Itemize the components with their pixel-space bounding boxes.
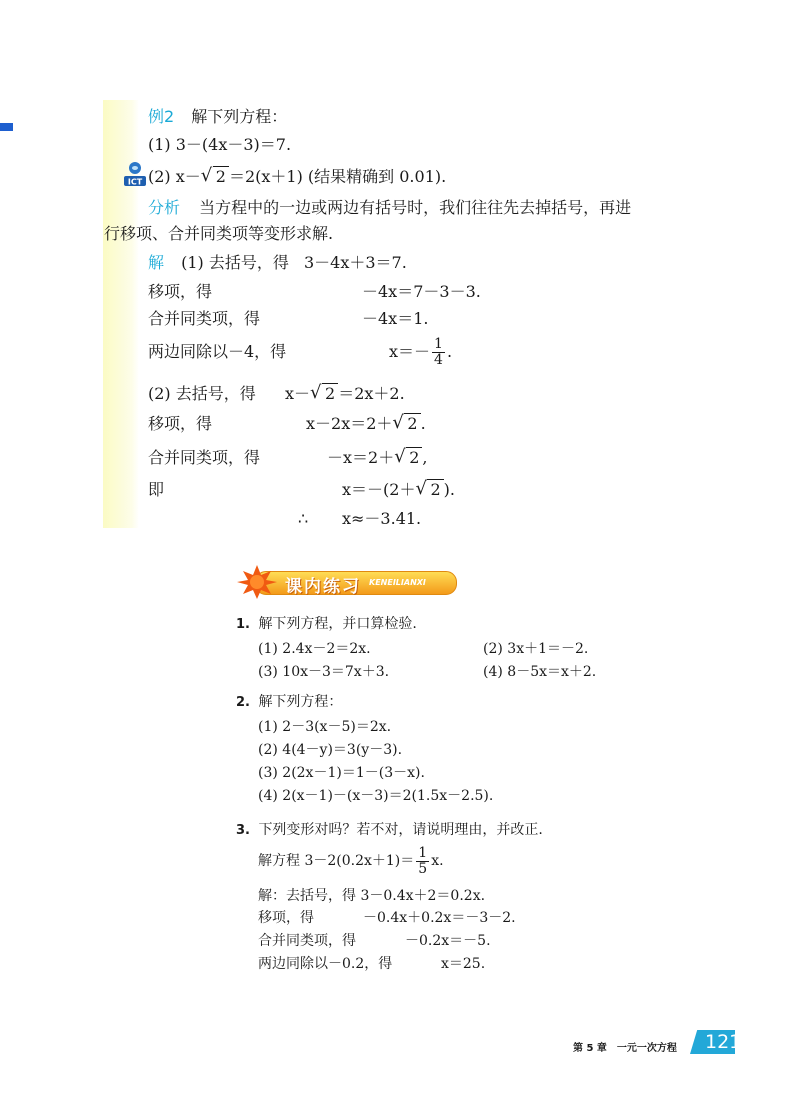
footer-chapter: 第 5 章 一元一次方程 xyxy=(573,1043,677,1054)
exercise-1-heading xyxy=(236,615,417,634)
exercise-3-line-2-right: －0.4x＋0.2x＝－3－2. xyxy=(363,910,516,926)
exercise-2-prompt: 解下列方程： xyxy=(258,694,343,710)
sqrt-2: √ 2 xyxy=(394,448,422,468)
exercise-2d: (4) 2(x－1)－(x－3)＝2(1.5x－2.5). xyxy=(258,788,494,804)
sqrt-2: √ 2 xyxy=(415,480,443,500)
exercise-1-prompt: 解下列方程，并口算检验. xyxy=(258,616,417,632)
solution-step-1-right: 3－4x＋3＝7. xyxy=(303,253,407,272)
sqrt-2: √ 2 xyxy=(201,167,229,187)
analysis-line-2: 行移项、合并同类项等变形求解. xyxy=(104,224,334,243)
page-number: 121 xyxy=(705,1031,742,1053)
exercise-3-line-3-left: 合并同类项，得 xyxy=(258,933,356,949)
solution2-step-2-left: 移项，得 xyxy=(148,414,213,433)
example-problem-1: (1) 3－(4x－3)＝7. xyxy=(148,135,292,154)
s4-pre: x＝－ xyxy=(389,342,431,361)
exercise-2-number: 2. xyxy=(236,695,250,710)
in-class-practice-banner xyxy=(237,565,459,597)
p2-pre: (2) x－ xyxy=(148,167,201,186)
solution2-step-1-left: (2) 去括号，得 xyxy=(148,384,256,403)
exercise-1c: (3) 10x－3＝7x＋3. xyxy=(258,664,390,680)
exercise-1d: (4) 8－5x＝x＋2. xyxy=(483,664,597,680)
example-label: 例2 xyxy=(148,107,175,126)
exercise-2-heading xyxy=(236,693,342,712)
solution-step-4-right xyxy=(389,330,452,374)
solution-step-1-left: (1) 去括号，得 xyxy=(181,253,289,272)
example-prompt: 解下列方程： xyxy=(191,107,288,126)
solution-label: 解 xyxy=(148,253,165,272)
solution-step-3-right: －4x＝1. xyxy=(362,309,429,328)
solution2-step-4-right: x＝－(2＋ √ 2 ). xyxy=(342,478,455,499)
fraction-one-quarter: $\frac{1}{4}$ xyxy=(434,336,443,368)
solution2-step-3-left: 合并同类项，得 xyxy=(148,448,261,467)
exercise-1a: (1) 2.4x－2＝2x. xyxy=(258,641,371,657)
example-heading xyxy=(148,107,287,127)
exercise-2a: (1) 2－3(x－5)＝2x. xyxy=(258,719,392,735)
solution2-step-4-left: 即 xyxy=(148,480,165,499)
analysis-label: 分析 xyxy=(148,198,181,217)
solution-step-3-left: 合并同类项，得 xyxy=(148,309,261,328)
s4-end: . xyxy=(446,342,453,361)
therefore-symbol: ∴ xyxy=(298,509,309,528)
exercise-3-heading xyxy=(236,821,543,840)
analysis-text-1: 当方程中的一边或两边有括号时，我们往往先去掉括号，再进 xyxy=(199,198,632,217)
exercise-2c: (3) 2(2x－1)＝1－(3－x). xyxy=(258,765,425,781)
exercise-3-line-1: 解：去括号，得 3－0.4x＋2＝0.2x. xyxy=(258,888,486,904)
exercise-3-line-2-left: 移项，得 xyxy=(258,910,314,926)
exercise-3-equation: 解方程 3－2(0.2x＋1)＝ $\frac{1}{5}$ x. xyxy=(258,844,444,877)
analysis-line-1 xyxy=(148,198,631,218)
exercise-3-line-4-left: 两边同除以－0.2，得 xyxy=(258,956,393,972)
exercise-2b: (2) 4(4－y)＝3(y－3). xyxy=(258,742,403,758)
exercise-1b: (2) 3x＋1＝－2. xyxy=(483,641,589,657)
banner-subtitle: KENEILIANXI xyxy=(369,578,426,587)
ict-computer-icon xyxy=(122,160,148,188)
page-edge-tab xyxy=(0,123,13,131)
exercise-3-number: 3. xyxy=(236,823,250,838)
banner-title: 课内练习 xyxy=(285,577,361,597)
solution2-step-2-right: x－2x＝2＋ √ 2 . xyxy=(306,412,426,433)
solution2-step-1-right: x－ √ 2 ＝2x＋2. xyxy=(285,382,405,403)
solution-step-2-left: 移项，得 xyxy=(148,282,213,301)
solution-step-2-right: －4x＝7－3－3. xyxy=(362,282,481,301)
exercise-3-line-4-right: x＝25. xyxy=(441,956,486,972)
exercise-1-number: 1. xyxy=(236,617,250,632)
exercise-3-line-3-right: －0.2x＝－5. xyxy=(405,933,491,949)
solution2-final: x≈－3.41. xyxy=(342,509,422,528)
exercise-3-prompt: 下列变形对吗？若不对，请说明理由，并改正. xyxy=(258,822,543,838)
solution-step-1 xyxy=(148,253,407,273)
fraction-one-fifth: $\frac{1}{5}$ xyxy=(418,844,428,877)
ict-label: ICT xyxy=(127,177,143,187)
sqrt-2: √ 2 xyxy=(392,414,420,434)
star-burst-icon xyxy=(237,565,277,599)
solution-step-4-left: 两边同除以－4，得 xyxy=(148,342,287,361)
solution2-step-3-right: －x＝2＋ √ 2 , xyxy=(327,446,428,467)
example-problem-2 xyxy=(148,167,446,187)
p2-post: ＝2(x＋1) (结果精确到 0.01). xyxy=(228,167,447,186)
sqrt-2: √ 2 xyxy=(310,384,338,404)
